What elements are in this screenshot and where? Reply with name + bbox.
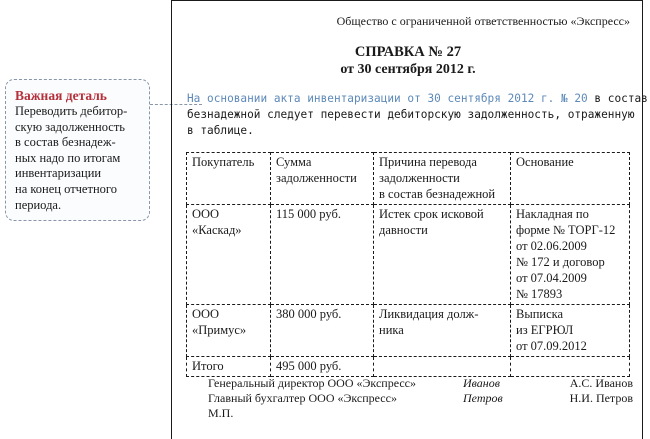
body-line-1 xyxy=(187,91,648,107)
table-total-row xyxy=(187,357,630,377)
callout-line: периода. xyxy=(15,197,62,212)
cell-text: 495 000 руб. xyxy=(276,359,342,373)
cell-reason xyxy=(374,305,511,357)
header-text: Сумма xyxy=(276,155,312,169)
cell-buyer xyxy=(187,305,271,357)
cell-reason xyxy=(374,205,511,305)
cell-text: Истек срок исковой xyxy=(379,207,484,221)
document-title: СПРАВКА № 27 xyxy=(354,44,462,60)
company-name: Общество с ограниченной ответственностью «Экспресс» xyxy=(336,14,630,28)
cell-text: Накладная по xyxy=(516,207,589,221)
header-basis xyxy=(511,153,630,205)
body-line-1-rest: в состав xyxy=(587,92,648,105)
table-header-row xyxy=(187,153,630,205)
table-row xyxy=(187,305,630,357)
empty-cell xyxy=(511,357,630,377)
stamp-place-label: М.П. xyxy=(208,406,234,420)
callout-line: ных надо по итогам xyxy=(15,150,121,165)
signer-role: Главный бухгалтер ООО «Экспресс» xyxy=(208,391,397,405)
header-text: в состав безнадежной xyxy=(379,187,496,201)
header-text: Покупатель xyxy=(192,155,255,169)
important-detail-callout xyxy=(5,79,150,221)
table-row xyxy=(187,205,630,305)
cell-text: давности xyxy=(379,223,428,237)
empty-cell xyxy=(374,357,511,377)
cell-amount xyxy=(271,205,374,305)
cell-text: от 07.04.2009 xyxy=(516,271,587,285)
callout-title: Важная деталь xyxy=(15,88,107,103)
handwritten-signature: Иванов xyxy=(463,376,500,390)
total-label xyxy=(187,357,271,377)
callout-line: инвентаризации xyxy=(15,166,102,181)
signer-role: Генеральный директор ООО «Экспресс» xyxy=(208,376,416,390)
cell-amount xyxy=(271,305,374,357)
cell-text: Ликвидация долж- xyxy=(379,307,479,321)
cell-text: № 172 и договор xyxy=(516,255,605,269)
handwritten-signature: Петров xyxy=(463,391,503,405)
header-amount xyxy=(271,153,374,205)
signature-row-director xyxy=(208,376,633,391)
cell-text: 380 000 руб. xyxy=(276,307,342,321)
cell-basis xyxy=(511,305,630,357)
signatures-block xyxy=(208,376,633,421)
cell-text: ООО xyxy=(192,307,220,321)
body-line-3: в таблице. xyxy=(187,124,254,137)
header-text: задолженности xyxy=(379,171,460,185)
total-value xyxy=(271,357,374,377)
signer-name: А.С. Иванов xyxy=(569,376,633,390)
header-text: Основание xyxy=(516,155,574,169)
cell-text: от 02.06.2009 xyxy=(516,239,587,253)
cell-text: форме № ТОРГ-12 xyxy=(516,223,616,237)
cell-buyer xyxy=(187,205,271,305)
cell-text: «Каскад» xyxy=(192,223,242,237)
document-date: от 30 сентября 2012 г. xyxy=(340,62,476,77)
signer-name: Н.И. Петров xyxy=(569,391,633,405)
cell-text: из ЕГРЮЛ xyxy=(516,323,574,337)
cell-text: 115 000 руб. xyxy=(276,207,341,221)
cell-text: № 17893 xyxy=(516,287,563,301)
debt-table xyxy=(186,152,630,377)
cell-basis xyxy=(511,205,630,305)
header-reason xyxy=(374,153,511,205)
callout-line: в состав безнадеж- xyxy=(15,135,116,150)
certificate-document xyxy=(171,0,648,439)
callout-line: скую задолженность xyxy=(15,119,125,134)
header-text: задолженности xyxy=(276,171,357,185)
highlighted-phrase: На основании акта инвентаризации от 30 сентября 2012 г. № 20 xyxy=(187,92,588,105)
header-text: Причина перевода xyxy=(379,155,477,169)
cell-text: ника xyxy=(379,323,404,337)
cell-text: Выписка xyxy=(516,307,564,321)
stamp-place-row xyxy=(208,406,633,421)
body-line-2: безнадежной следует перевести дебиторскую задолженность, отраженную xyxy=(187,108,635,121)
callout-line: Переводить дебитор- xyxy=(15,104,128,118)
cell-text: ООО xyxy=(192,207,220,221)
cell-text: от 07.09.2012 xyxy=(516,339,587,353)
cell-text: Итого xyxy=(192,359,224,373)
body-paragraph xyxy=(187,91,648,139)
cell-text: «Примус» xyxy=(192,323,247,337)
callout-line: на конец отчетного xyxy=(15,181,117,196)
signature-row-accountant xyxy=(208,391,633,406)
header-buyer xyxy=(187,153,271,205)
